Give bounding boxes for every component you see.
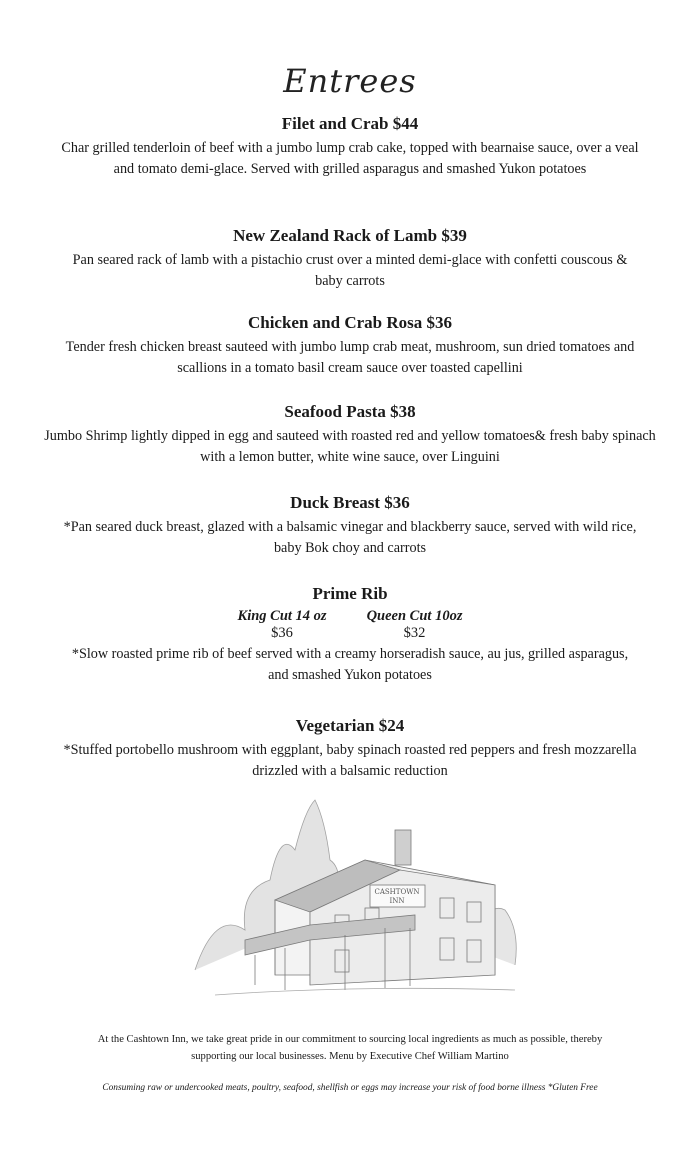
item-description: *Pan seared duck breast, glazed with a balsamic vinegar and blackberry sauce, served with wild rice, baby Bok choy and carrots (63, 519, 637, 556)
cut-name: Queen Cut 10oz (366, 608, 463, 624)
item-title: Chicken and Crab Rosa $36 (247, 313, 453, 332)
item-title: New Zealand Rack of Lamb $39 (233, 226, 467, 245)
item-title: Filet and Crab $44 (281, 114, 419, 133)
inn-sign-line: CASHTOWN (374, 888, 420, 896)
prime-rib-cuts (60, 608, 640, 642)
item-title: Duck Breast $36 (290, 493, 410, 512)
cut-king (238, 608, 327, 642)
cut-name: King Cut 14 oz (237, 608, 327, 624)
menu-item-filet-and-crab (60, 114, 640, 180)
food-safety-notice: Consuming raw or undercooked meats, poultry, seafood, shellfish or eggs may increase your risk of food borne illness *Gluten Free (102, 1083, 598, 1094)
menu-item-seafood-pasta (40, 402, 660, 468)
cashtown-inn-drawing-icon (185, 790, 525, 1005)
item-description: Tender fresh chicken breast sauteed with jumbo lump crab meat, mushroom, sun dried tomatoes and scallions in a tomato basil cream sauce over toasted capellini (65, 339, 635, 376)
item-description: *Slow roasted prime rib of beef served with a creamy horseradish sauce, au jus, grilled asparagus, and smashed Yukon potatoes (71, 646, 629, 683)
menu-item-chicken-and-crab-rosa (40, 313, 660, 379)
menu-item-vegetarian (60, 716, 640, 782)
inn-sign-line: INN (389, 897, 405, 905)
item-description: Pan seared rack of lamb with a pistachio crust over a minted demi-glace with confetti couscous & baby carrots (72, 252, 628, 289)
item-title: Prime Rib (312, 584, 388, 603)
cut-queen (367, 608, 463, 642)
item-title: Seafood Pasta $38 (284, 402, 416, 421)
cut-price: $36 (271, 625, 293, 641)
item-description: *Stuffed portobello mushroom with eggplant, baby spinach roasted red peppers and fresh mozzarella drizzled with a balsamic reduction (63, 742, 637, 779)
item-title: Vegetarian $24 (295, 716, 405, 735)
cut-price: $32 (403, 625, 426, 641)
item-description: Char grilled tenderloin of beef with a jumbo lump crab cake, topped with bearnaise sauce, over a veal and tomato demi-glace. Served with grilled asparagus and smashed Yukon potatoes (61, 140, 639, 177)
menu-heading: Entrees (283, 62, 417, 100)
menu-item-rack-of-lamb (60, 226, 640, 292)
menu-item-duck-breast (60, 493, 640, 559)
menu-item-prime-rib (60, 584, 640, 686)
footer-text: At the Cashtown Inn, we take great pride in our commitment to sourcing local ingredients as much as possible, thereby supporting our local businesses. Menu by Executive Chef William Martino (97, 1033, 603, 1062)
item-description: Jumbo Shrimp lightly dipped in egg and sauteed with roasted red and yellow tomatoes& fresh baby spinach with a lemon butter, white wine sauce, over Linguini (44, 428, 656, 465)
